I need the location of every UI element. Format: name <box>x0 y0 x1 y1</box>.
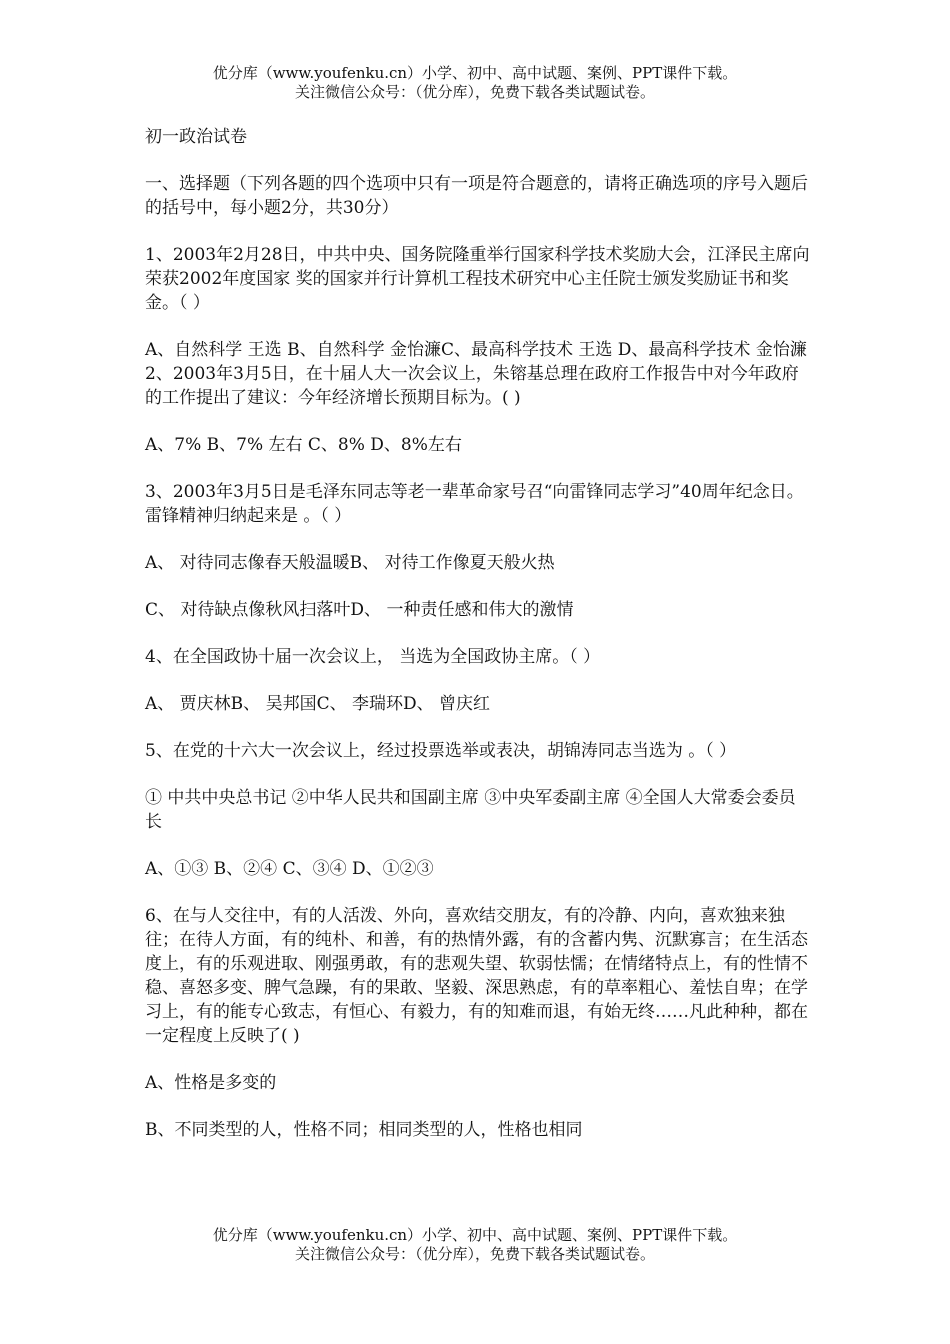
document-body <box>145 125 810 1165</box>
section-heading: 一、选择题（下列各题的四个选项中只有一项是符合题意的，请将正确选项的序号入题后的括号中，每小题2分，共30分） <box>145 174 808 218</box>
question-2-options: A、7% B、7% 左右 C、8% D、8%左右 <box>145 435 462 455</box>
question-3: 3、2003年3月5日是毛泽东同志等老一辈革命家号召“向雷锋同志学习”40周年纪念日。雷锋精神归纳起来是 。（ ） <box>145 482 804 526</box>
question-3-options-row-2: C、 对待缺点像秋风扫落叶D、 一种责任感和伟大的激情 <box>145 600 574 620</box>
question-6: 6、在与人交往中，有的人活泼、外向，喜欢结交朋友，有的冷静、内向，喜欢独来独往；在待人方面，有的纯朴、和善，有的热情外露，有的含蓄内隽、沉默寡言；在生活态度上，有的乐观进取、刚强勇敢，有的悲观失望、软弱怯懦；在情绪特点上，有的性情不稳、喜怒多变、脾气急躁，有的果敢、坚毅、深思熟虑，有的草率粗心、羞怯自卑；在学习上，有的能专心致志，有恒心、有毅力，有的知难而退，有始无终……凡此种种，都在一定程度上反映了( ) <box>145 906 808 1046</box>
header-line-1: 优分库（www.youfenku.cn）小学、初中、高中试题、案例、PPT课件下载。 <box>212 64 738 82</box>
header-line-2: 关注微信公众号：（优分库），免费下载各类试题试卷。 <box>294 83 655 101</box>
question-5-items: ① 中共中央总书记 ②中华人民共和国副主席 ③中央军委副主席 ④全国人大常委会委员长 <box>145 788 796 832</box>
page-footer <box>0 1226 950 1264</box>
question-1-options: A、自然科学 王选 B、自然科学 金怡濂C、最高科学技术 王选 D、最高科学技术 金怡濂 <box>145 340 807 360</box>
question-5-options: A、①③ B、②④ C、③④ D、①②③ <box>145 859 434 879</box>
question-5: 5、在党的十六大一次会议上，经过投票选举或表决，胡锦涛同志当选为 。（ ） <box>145 741 737 761</box>
footer-line-2: 关注微信公众号：（优分库），免费下载各类试题试卷。 <box>294 1245 655 1263</box>
question-6-option-a: A、性格是多变的 <box>145 1073 277 1093</box>
document-title: 初一政治试卷 <box>145 127 247 147</box>
question-2: 2、2003年3月5日，在十届人大一次会议上，朱镕基总理在政府工作报告中对今年政府的工作提出了建议：今年经济增长预期目标为。( ) <box>145 364 799 408</box>
question-6-option-b: B、不同类型的人，性格不同；相同类型的人，性格也相同 <box>145 1120 583 1140</box>
question-1: 1、2003年2月28日，中共中央、国务院隆重举行国家科学技术奖励大会，江泽民主席向荣获2002年度国家 奖的国家并行计算机工程技术研究中心主任院士颁发奖励证书和奖金。（ ） <box>145 245 810 313</box>
page-header <box>0 64 950 102</box>
question-3-options-row-1: A、 对待同志像春天般温暖B、 对待工作像夏天般火热 <box>145 553 555 573</box>
footer-line-1: 优分库（www.youfenku.cn）小学、初中、高中试题、案例、PPT课件下载。 <box>212 1226 738 1244</box>
question-4-options: A、 贾庆林B、 吴邦国C、 李瑞环D、 曾庆红 <box>145 694 491 714</box>
question-4: 4、在全国政协十届一次会议上， 当选为全国政协主席。（ ） <box>145 647 601 667</box>
